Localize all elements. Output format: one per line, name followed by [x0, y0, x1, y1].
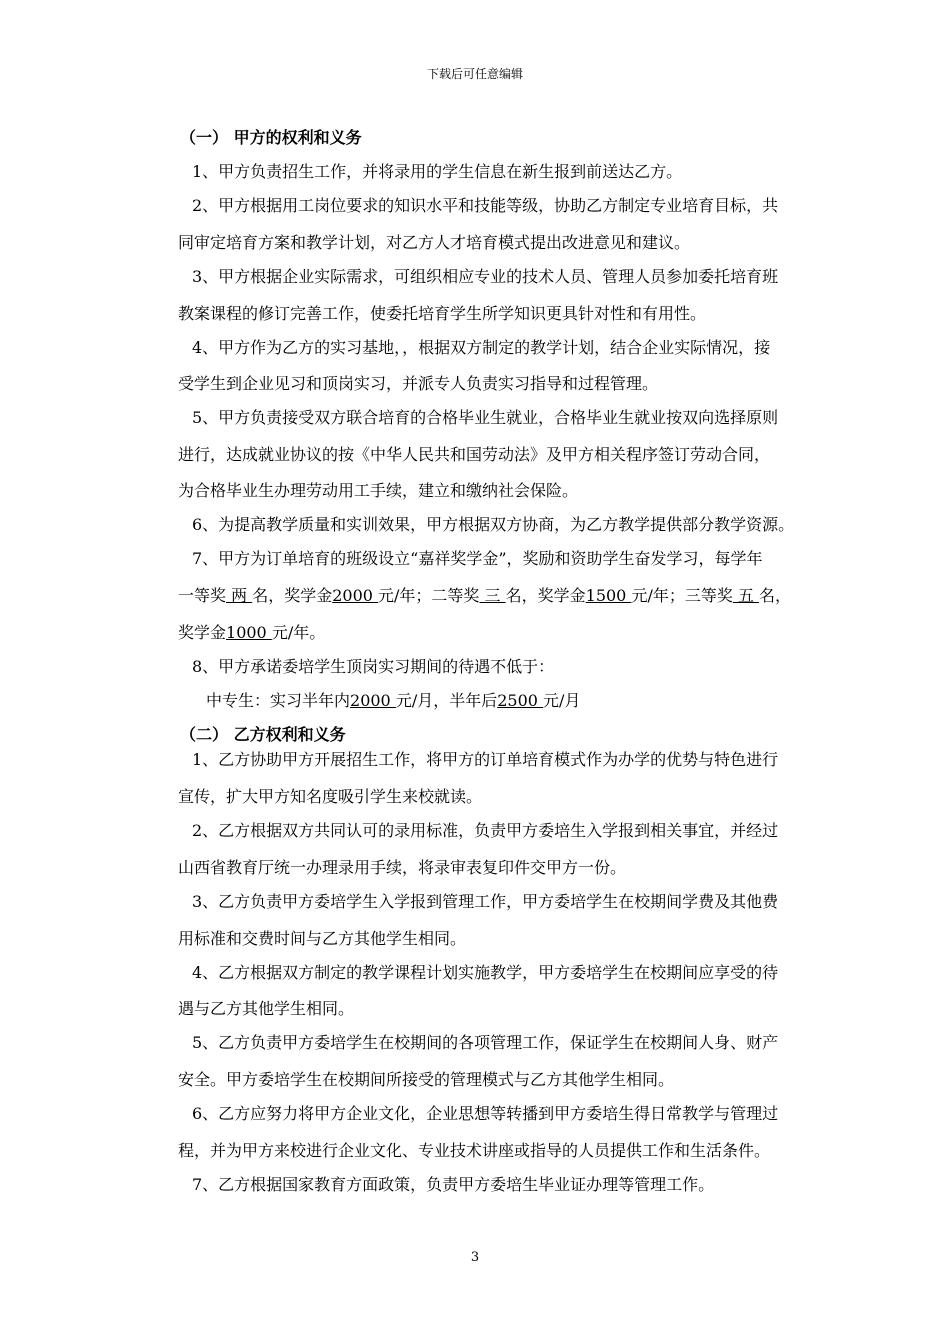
paragraph-b3-line2: 用标准和交费时间与乙方其他学生相同。 — [178, 929, 467, 948]
text-segment: 中专生：实习半年内 — [206, 691, 351, 710]
second-prize-count: 三 — [479, 586, 506, 605]
paragraph-b5-line2: 安全。甲方委培学生在校期间所接受的管理模式与乙方其他学生相同。 — [178, 1070, 675, 1089]
paragraph-b6-line2: 程，并为甲方来校进行企业文化、专业技术讲座或指导的人员提供工作和生活条件。 — [178, 1141, 771, 1160]
paragraph-b6-line1: 6、乙方应努力将甲方企业文化，企业思想等转播到甲方委培生得日常教学与管理过 — [192, 1104, 779, 1123]
text-segment: 一等奖 — [178, 586, 227, 605]
text-segment: 元/年；二等奖 — [378, 586, 480, 605]
paragraph-b1-line1: 1、乙方协助甲方开展招生工作，将甲方的订单培育模式作为办学的优势与特色进行 — [192, 750, 779, 769]
text-segment: 元/月，半年后 — [395, 691, 498, 710]
paragraph-a4-line1: 4、甲方作为乙方的实习基地，，根据双方制定的教学计划，结合企业实际情况，接 — [192, 338, 771, 357]
paragraph-b4-line1: 4、乙方根据双方制定的教学课程计划实施教学，甲方委培学生在校期间应享受的待 — [192, 963, 779, 982]
paragraph-a3-line2: 教案课程的修订完善工作，使委托培育学生所学知识更具针对性和有用性。 — [178, 304, 707, 323]
paragraph-a5-line2: 进行，达成就业协议的按《中华人民共和国劳动法》及甲方相关程序签订劳动合同， — [178, 445, 771, 464]
first-prize-amount: 2000 — [332, 586, 379, 605]
second-prize-amount: 1500 — [585, 586, 632, 605]
paragraph-b1-line2: 宣传，扩大甲方知名度吸引学生来校就读。 — [178, 787, 483, 806]
paragraph-a4-line2: 受学生到企业见习和顶岗实习，并派专人负责实习指导和过程管理。 — [178, 374, 659, 393]
paragraph-a5-line3: 为合格毕业生办理劳动用工手续，建立和缴纳社会保险。 — [178, 481, 579, 500]
first-prize-count: 两 — [226, 586, 253, 605]
salary-after-half: 2500 — [497, 691, 544, 710]
paragraph-b5-line1: 5、乙方负责甲方委培学生在校期间的各项管理工作，保证学生在校期间人身、财产 — [192, 1033, 779, 1052]
paragraph-a2-line1: 2、甲方根据用工岗位要求的知识水平和技能等级，协助乙方制定专业培育目标，共 — [192, 196, 779, 215]
text-segment: 名，奖学金 — [505, 586, 586, 605]
salary-first-half: 2000 — [350, 691, 396, 710]
text-segment: 奖学金 — [178, 623, 227, 642]
paragraph-a3-line1: 3、甲方根据企业实际需求，可组织相应专业的技术人员、管理人员参加委托培育班 — [192, 267, 779, 286]
paragraph-a8-detail — [206, 690, 846, 712]
text-segment: 元/月 — [543, 691, 581, 710]
section-heading-party-a: （一） 甲方的权利和义务 — [180, 128, 362, 147]
paragraph-b2-line2: 山西省教育厅统一办理录用手续，将录审表复印件交甲方一份。 — [178, 858, 627, 877]
paragraph-a5-line1: 5、甲方负责接受双方联合培育的合格毕业生就业，合格毕业生就业按双向选择原则 — [192, 408, 779, 427]
third-prize-count: 五 — [732, 586, 760, 605]
third-prize-amount: 1000 — [226, 623, 272, 642]
paragraph-a7-line1: 7、甲方为订单培育的班级设立“嘉祥奖学金”，奖励和资助学生奋发学习，每学年 — [192, 549, 763, 568]
page-header: 下载后可任意编辑 — [426, 67, 523, 81]
section-heading-party-b: （二） 乙方权利和义务 — [180, 725, 346, 744]
text-segment: 名，奖学金 — [252, 586, 333, 605]
paragraph-b2-line1: 2、乙方根据双方共同认可的录用标准，负责甲方委培生入学报到相关事宜，并经过 — [192, 821, 779, 840]
paragraph-a2-line2: 同审定培育方案和教学计划，对乙方人才培育模式提出改进意见和建议。 — [178, 233, 691, 252]
paragraph-a8: 8、甲方承诺委培学生顶岗实习期间的待遇不低于： — [192, 657, 555, 676]
paragraph-a6: 6、为提高教学质量和实训效果，甲方根据双方协商，为乙方教学提供部分教学资源。 — [192, 515, 795, 534]
text-segment: 元/年；三等奖 — [631, 586, 733, 605]
page-number: 3 — [470, 1250, 480, 1265]
paragraph-b7: 7、乙方根据国家教育方面政策，负责甲方委培生毕业证办理等管理工作。 — [192, 1175, 715, 1194]
paragraph-b3-line1: 3、乙方负责甲方委培学生入学报到管理工作，甲方委培学生在校期间学费及其他费 — [192, 892, 779, 911]
paragraph-a7-line2 — [178, 585, 818, 607]
text-segment: 名， — [759, 586, 792, 605]
paragraph-a1: 1、甲方负责招生工作，并将录用的学生信息在新生报到前送达乙方。 — [192, 162, 683, 181]
text-segment: 元/年。 — [271, 623, 326, 642]
paragraph-b4-line2: 遇与乙方其他学生相同。 — [178, 999, 355, 1018]
paragraph-a7-line3 — [178, 622, 818, 644]
